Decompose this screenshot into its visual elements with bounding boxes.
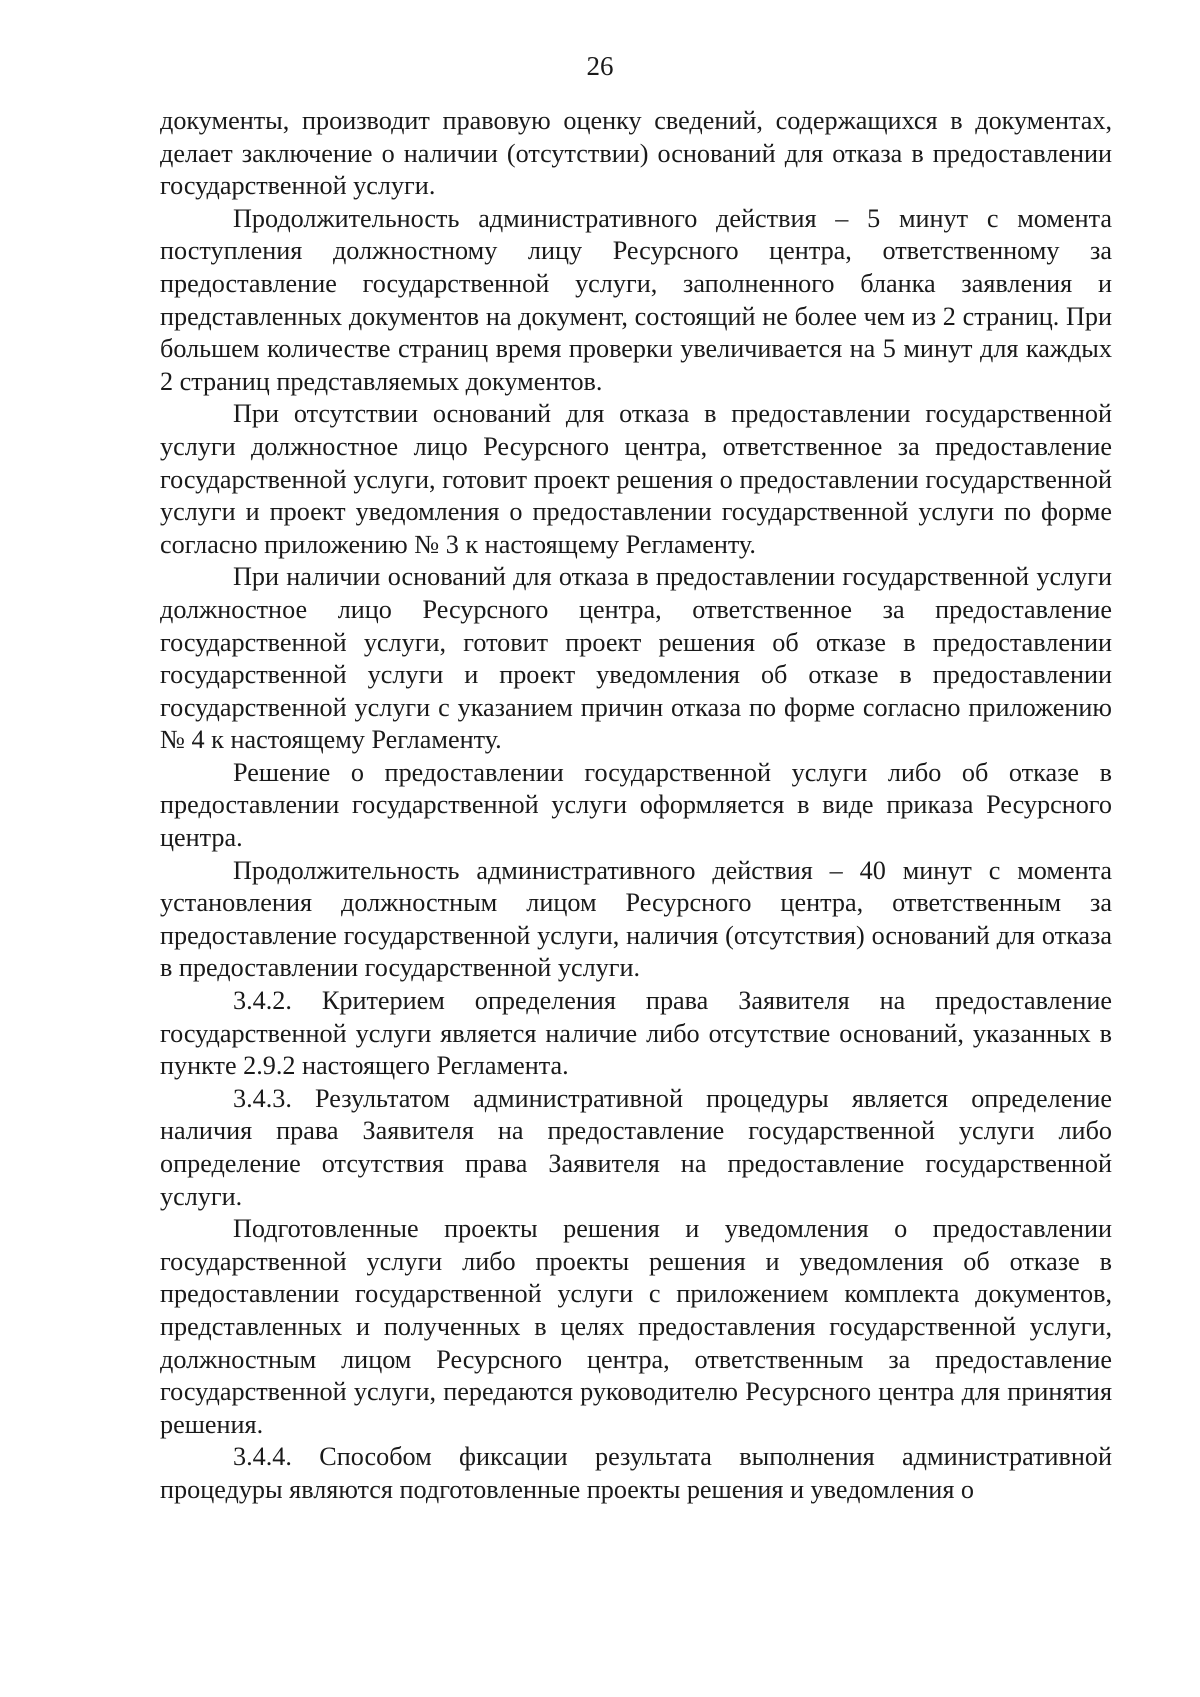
paragraph: Подготовленные проекты решения и уведомления о предоставлении государственной услуги либо проекты решения и уведомления об отказе в предоставлении государственной услуги с приложением комплекта документов, представленных и полученных в целях предоставления государственной услуги, должностным лицом Ресурсного центра, ответственным за предоставление государственной услуги, передаются руководителю Ресурсного центра для принятия решения. [160,1214,1112,1439]
paragraph: 3.4.3. Результатом административной процедуры является определение наличия права Заявителя на предоставление государственной услуги либо определение отсутствия права Заявителя на предоставление государственной услуги. [160,1083,1112,1211]
paragraph: Решение о предоставлении государственной услуги либо об отказе в предоставлении государственной услуги оформляется в виде приказа Ресурсного центра. [160,757,1112,853]
paragraph: Продолжительность административного действия – 40 минут с момента установления должностным лицом Ресурсного центра, ответственным за предоставление государственной услуги, наличия (отсутствия) оснований для отказа в предоставлении государственной услуги. [160,855,1112,983]
paragraph: 3.4.4. Способом фиксации результата выполнения административной процедуры являются подготовленные проекты решения и уведомления о [160,1442,1112,1504]
page-number: 26 [586,51,614,81]
paragraph: документы, производит правовую оценку сведений, содержащихся в документах, делает заключение о наличии (отсутствии) оснований для отказа в предоставлении государственной услуги. [160,106,1112,201]
paragraph: 3.4.2. Критерием определения права Заявителя на предоставление государственной услуги является наличие либо отсутствие оснований, указанных в пункте 2.9.2 настоящего Регламента. [160,986,1112,1081]
paragraph: При наличии оснований для отказа в предоставлении государственной услуги должностное лицо Ресурсного центра, ответственное за предоставление государственной услуги, готовит проект решения об отказе в предоставлении государственной услуги и проект уведомления об отказе в предоставлении государственной услуги с указанием причин отказа по форме согласно приложению № 4 к настоящему Регламенту. [160,562,1112,755]
paragraph: При отсутствии оснований для отказа в предоставлении государственной услуги должностное лицо Ресурсного центра, ответственное за предоставление государственной услуги, готовит проект решения о предоставлении государственной услуги и проект уведомления о предоставлении государственной услуги по форме согласно приложению № 3 к настоящему Регламенту. [160,399,1112,559]
paragraph: Продолжительность административного действия – 5 минут с момента поступления должностному лицу Ресурсного центра, ответственному за предоставление государственной услуги, заполненного бланка заявления и представленных документов на документ, состоящий не более чем из 2 страниц. При большем количестве страниц время проверки увеличивается на 5 минут для каждых 2 страниц представляемых документов. [160,203,1112,396]
document-body [160,105,1112,1507]
